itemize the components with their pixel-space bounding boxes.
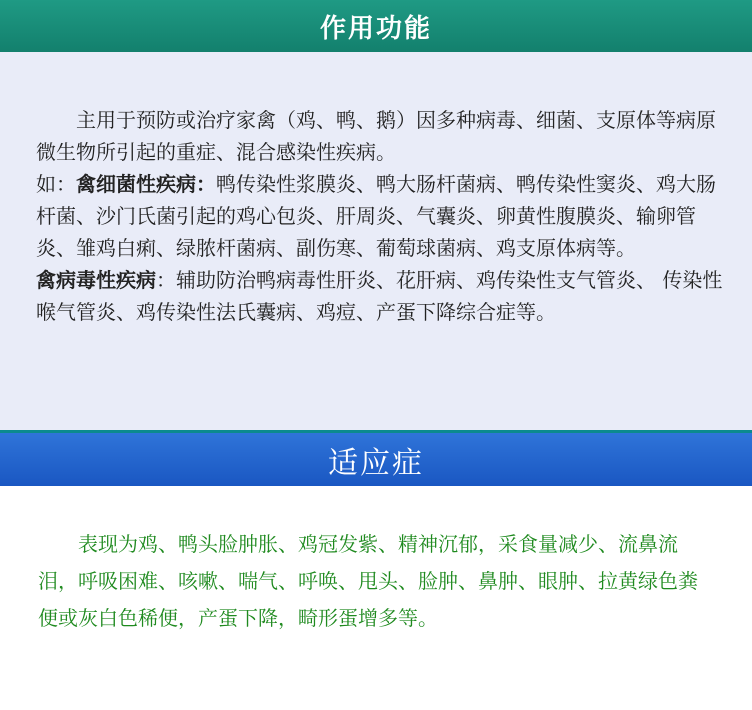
indication-panel [0,486,752,710]
function-panel [0,52,752,430]
viral-label: 禽病毒性疾病 [36,268,156,292]
indication-text: 表现为鸡、鸭头脸肿胀、鸡冠发紫、精神沉郁，采食量减少、流鼻流泪，呼吸困难、咳嗽、喘气、呼唤、甩头、脸肿、鼻肿、眼肿、拉黄绿色粪便或灰白色稀便，产蛋下降，畸形蛋增多等。 [38,532,698,630]
bacterial-prefix: 如： [36,172,76,196]
bacterial-text: 鸭传染性浆膜炎、鸭大肠杆菌病、鸭传染性窦炎、鸡大肠杆菌、沙门氏菌引起的鸡心包炎、肝周炎、气囊炎、卵黄性腹膜炎、输卵管炎、雏鸡白痢、绿脓杆菌病、副伤寒、葡萄球菌病、鸡支原体病等。 [36,172,716,260]
indication-title: 适应症 [328,445,424,481]
function-title: 作用功能 [319,13,432,44]
bacterial-diseases [36,168,724,264]
function-intro: 主用于预防或治疗家禽（鸡、鸭、鹅）因多种病毒、细菌、支原体等病原微生物所引起的重症、混合感染性疾病。 [36,108,716,164]
function-header [0,0,752,52]
viral-text: ：辅助防治鸭病毒性肝炎、花肝病、鸡传染性支气管炎、 传染性喉气管炎、鸡传染性法氏囊病、鸡痘、产蛋下降综合症等。 [36,268,723,324]
indication-header [0,430,752,486]
viral-diseases [36,264,724,328]
bacterial-label: 禽细菌性疾病： [76,172,216,196]
